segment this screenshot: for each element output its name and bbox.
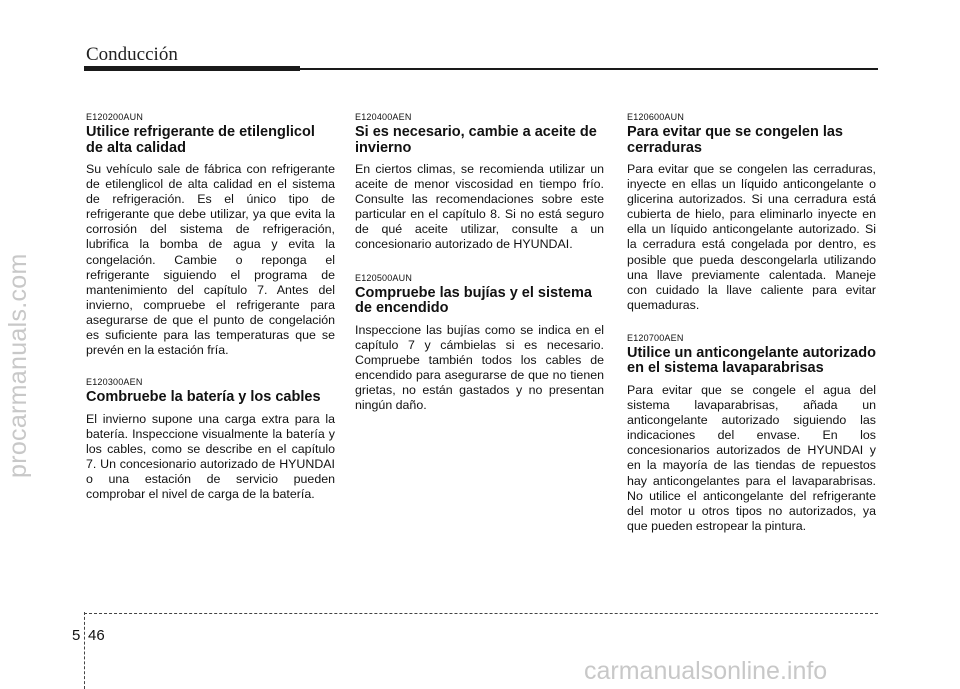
section-battery <box>86 377 335 502</box>
section-title: Utilice un anticongelante autorizado en el sistema lavaparabrisas <box>627 344 876 377</box>
section-code: E120600AUN <box>627 112 685 122</box>
page-header-title: Conducción <box>86 44 178 65</box>
footer-divider <box>84 612 85 689</box>
section-code: E120300AEN <box>86 377 143 388</box>
footer-rule <box>84 613 878 614</box>
section-locks <box>627 112 876 313</box>
section-body: Para evitar que se congele el agua del sistema lavaparabrisas, añada un anticongelante autorizado siguiendo las indicaciones del envase. En los concesionarios autorizados de HYUNDAI y en la mayoría de las tiendas de repuestos hay anticongelantes para el lavaparabrisas. No utilice el anticongelante del refrigerante del motor u otros tipos no autorizados, ya que pueden estropear la pintura. <box>627 382 876 533</box>
section-body: Su vehículo sale de fábrica con refrigerante de etilenglicol de alta calidad en el sistema de refrigeración. Es el único tipo de refrigerante que debe utilizar, ya que evita la corrosión del sistema de refrigeración, lubrifica la bomba de agua y evita la congelación. Cambie o reponga el refrigerante siguiendo el programa de mantenimiento del capítulo 7. Antes del invierno, compruebe el refrigerante para asegurarse de que el punto de congelación es suficiente para las temperaturas que se prevén en la estación fría. <box>86 162 335 358</box>
section-body: Inspeccione las bujías como se indica en el capítulo 7 y cámbielas si es necesario. Compruebe también todos los cables de encendido para asegurarse de que no tienen grietas, no están gastados y no presentan ningún daño. <box>355 322 604 413</box>
column-1 <box>86 112 335 502</box>
section-code: E120700AEN <box>627 332 684 343</box>
section-code: E120400AEN <box>355 112 412 122</box>
page-number: 46 <box>88 627 105 644</box>
section-code: E120200AUN <box>86 112 144 122</box>
section-title: Para evitar que se congelen las cerraduras <box>627 124 843 156</box>
chapter-number: 5 <box>72 627 81 644</box>
column-2 <box>355 112 604 413</box>
section-winter-oil <box>355 112 604 253</box>
footer-watermark: carmanualsonline.info <box>584 657 828 685</box>
section-body: En ciertos climas, se recomienda utilizar un aceite de menor viscosidad en tiempo frío. Consulte las recomendaciones sobre este particular en el capítulo 8. Si no está seguro de qué aceite utilizar, consulte a un concesionario autorizado de HYUNDAI. <box>355 162 604 252</box>
section-title: Utilice refrigerante de etilenglicol de alta calidad <box>86 124 315 156</box>
header-rule-thin <box>300 68 878 70</box>
section-title: Combruebe la batería y los cables <box>86 389 321 406</box>
section-title: Si es necesario, cambie a aceite de invierno <box>355 124 597 156</box>
header-rule-thick <box>84 66 300 71</box>
side-watermark: procarmanuals.com <box>4 253 32 478</box>
column-3 <box>627 112 876 534</box>
section-title: Compruebe las bujías y el sistema de encendido <box>355 284 592 317</box>
section-washer <box>627 333 876 534</box>
section-body: El invierno supone una carga extra para la batería. Inspeccione visualmente la batería y los cables, como se describe en el capítulo 7. Un concesionario autorizado de HYUNDAI o una estación de servicio pueden comprobar el nivel de carga de la batería. <box>86 411 335 502</box>
section-spark-plugs <box>355 273 604 414</box>
section-code: E120500AUN <box>355 272 413 283</box>
section-coolant <box>86 112 335 358</box>
section-body: Para evitar que se congelen las cerraduras, inyecte en ellas un líquido anticongelante o glicerina autorizados. Si una cerradura está cubierta de hielo, para eliminarlo inyecte en ella un líquido anticongelante autorizado. Si la cerradura está congelada por dentro, es posible que pueda descongelarla utilizando una llave previamente calentada. Maneje con cuidado la llave caliente para evitar quemaduras. <box>627 162 876 312</box>
